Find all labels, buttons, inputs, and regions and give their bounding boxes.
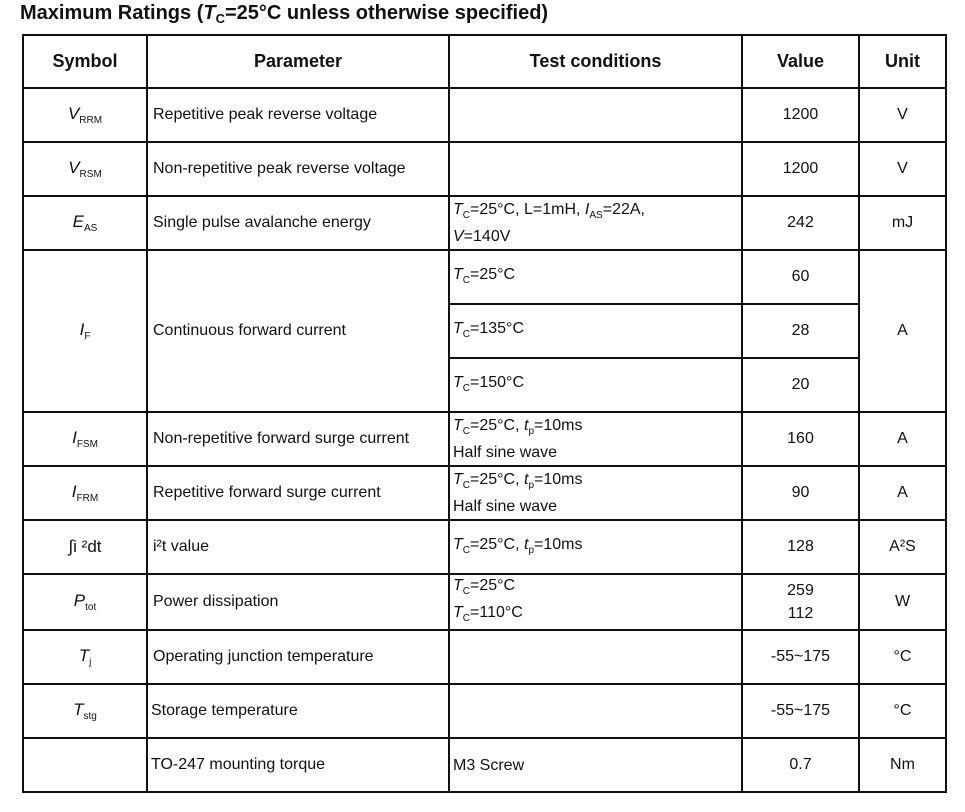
value-cell: 0.7 [742,738,859,792]
table-row [23,738,946,792]
header-symbol: Symbol [23,35,147,88]
symbol-cell: $E_{AS}$ [23,196,147,250]
unit-cell: W [859,574,946,630]
unit-cell: mJ [859,196,946,250]
unit-cell: °C [859,630,946,684]
symbol-cell: $P_{tot}$ [23,574,147,630]
conditions-cell: $T_C=25^\circ C$ $T_C=110^\circ C$ [449,574,742,630]
header-conditions: Test conditions [449,35,742,88]
conditions-cell: $T_C=135^\circ C$ [449,304,742,358]
value-cell: 242 [742,196,859,250]
value-cell: 28 [742,304,859,358]
table-row [23,630,946,684]
conditions-cell: $T_C=25^\circ C$, L=1mH, $I_{AS}=22A$, V=140V [449,196,742,250]
conditions-cell: $T_C=25^\circ C$ [449,250,742,304]
value-cell: 60 [742,250,859,304]
header-row [23,35,946,88]
value-cell: 20 [742,358,859,412]
parameter-cell: Non-repetitive peak reverse voltage [147,142,449,196]
table-row [23,412,946,466]
conditions-cell: M3 Screw [449,738,742,792]
unit-cell: A [859,466,946,520]
conditions-cell: $T_C=25^\circ C$, $t_p=10ms$ Half sine wave [449,412,742,466]
section-title: Maximum Ratings ($T_C=25^\circ C$ unless otherwise specified) [20,2,549,26]
symbol-cell: $T_j$ [23,630,147,684]
symbol-cell: $I_{FRM}$ [23,466,147,520]
parameter-cell: TO-247 mounting torque [147,738,449,792]
unit-cell: °C [859,684,946,738]
parameter-cell: Storage temperature [147,684,449,738]
table-row [23,574,946,630]
unit-cell: A [859,250,946,412]
parameter-cell: Power dissipation [147,574,449,630]
symbol-cell: $T_{stg}$ [23,684,147,738]
parameter-cell: Operating junction temperature [147,630,449,684]
table-row [23,466,946,520]
unit-cell: A²S [859,520,946,574]
unit-cell: V [859,142,946,196]
parameter-cell: Non-repetitive forward surge current [147,412,449,466]
parameter-cell: i²t value [147,520,449,574]
symbol-cell: $I_F$ [23,250,147,412]
symbol-cell: ∫i ²dt [23,520,147,574]
parameter-cell: Repetitive forward surge current [147,466,449,520]
conditions-cell [449,630,742,684]
unit-cell: Nm [859,738,946,792]
value-cell: 90 [742,466,859,520]
table-row [23,520,946,574]
parameter-cell: Single pulse avalanche energy [147,196,449,250]
unit-cell: V [859,88,946,142]
conditions-cell [449,88,742,142]
value-cell: 128 [742,520,859,574]
parameter-cell: Repetitive peak reverse voltage [147,88,449,142]
value-cell: -55~175 [742,630,859,684]
conditions-cell: $T_C=25^\circ C$, $t_p=10ms$ [449,520,742,574]
max-ratings-table [22,34,947,793]
conditions-cell [449,142,742,196]
conditions-cell: $T_C=25^\circ C$, $t_p=10ms$ Half sine wave [449,466,742,520]
conditions-cell: $T_C=150^\circ C$ [449,358,742,412]
unit-cell: A [859,412,946,466]
value-cell: 1200 [742,88,859,142]
value-cell: 160 [742,412,859,466]
symbol-cell [23,738,147,792]
conditions-cell [449,684,742,738]
table-row [23,684,946,738]
symbol-cell: $V_{RRM}$ [23,88,147,142]
header-unit: Unit [859,35,946,88]
table-row [23,88,946,142]
table-row [23,196,946,250]
value-cell: 259 112 [742,574,859,630]
header-parameter: Parameter [147,35,449,88]
symbol-cell: $V_{RSM}$ [23,142,147,196]
value-cell: -55~175 [742,684,859,738]
table-row [23,250,946,304]
value-cell: 1200 [742,142,859,196]
header-value: Value [742,35,859,88]
table-row [23,142,946,196]
parameter-cell: Continuous forward current [147,250,449,412]
symbol-cell: $I_{FSM}$ [23,412,147,466]
